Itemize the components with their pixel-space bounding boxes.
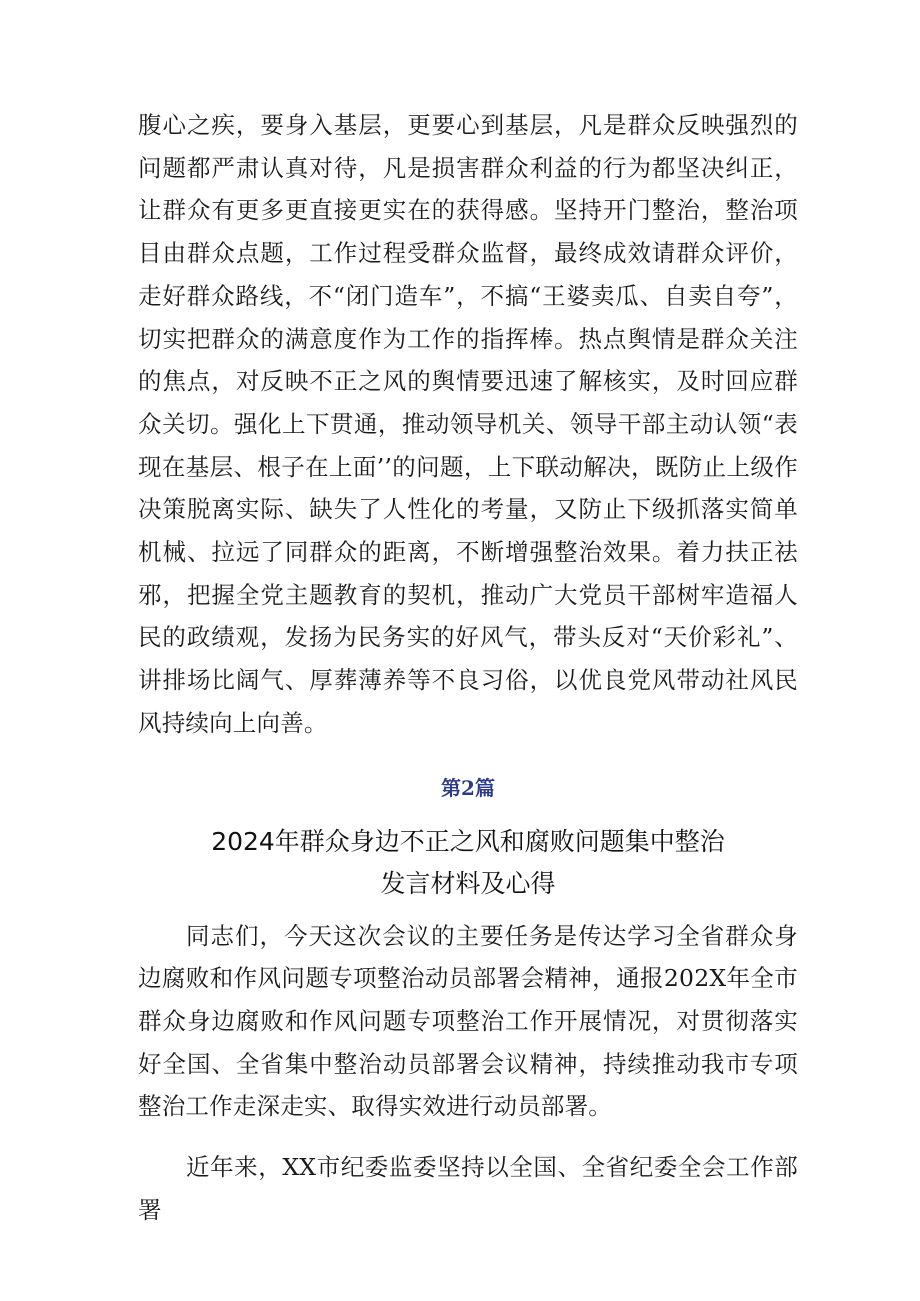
spacer	[138, 905, 798, 915]
article-title-line-2: 发言材料及心得	[380, 868, 556, 898]
article-title	[138, 821, 798, 905]
body-paragraph-continued: 腹心之疾，要身入基层，更要心到基层，凡是群众反映强烈的问题都严肃认真对待，凡是损害群众利益的行为都坚决纠正，让群众有更多更直接更实在的获得感。坚持开门整治，整治项目由群众点题，工作过程受群众监督，最终成效请群众评价，走好群众路线，不“闭门造车”，不搞“王婆卖瓜、自卖自夸”，切实把群众的满意度作为工作的指挥棒。热点舆情是群众关注的焦点，对反映不正之风的舆情要迅速了解核实，及时回应群众关切。强化上下贯通，推动领导机关、领导干部主动认领“表现在基层、根子在上面’’的问题，上下联动解决，既防止上级作决策脱离实际、缺失了人性化的考量，又防止下级抓落实简单机械、拉远了同群众的距离，不断增强整治效果。着力扶正祛邪，把握全党主题教育的契机，推动广大党员干部树牢造福人民的政绩观，发扬为民务实的好风气，带头反对“天价彩礼”、讲排场比阔气、厚葬薄养等不良习俗，以优良党风带动社风民风持续向上向善。	[138, 111, 798, 737]
spacer	[138, 1128, 798, 1146]
section-label: 第2篇	[441, 775, 495, 800]
article-title-line-1: 2024年群众身边不正之风和腐败问题集中整治	[211, 826, 725, 856]
body-paragraph-next: 近年来，XX市纪委监委坚持以全国、全省纪委全会工作部署	[138, 1153, 798, 1224]
body-paragraph-intro: 同志们，今天这次会议的主要任务是传达学习全省群众身边腐败和作风问题专项整治动员部署会精神，通报202X年全市群众身边腐败和作风问题专项整治工作开展情况，对贯彻落实好全国、全省集中整治动员部署会议精神，持续推动我市专项整治工作走深走实、取得实效进行动员部署。	[138, 921, 798, 1121]
document-page	[138, 104, 798, 1231]
